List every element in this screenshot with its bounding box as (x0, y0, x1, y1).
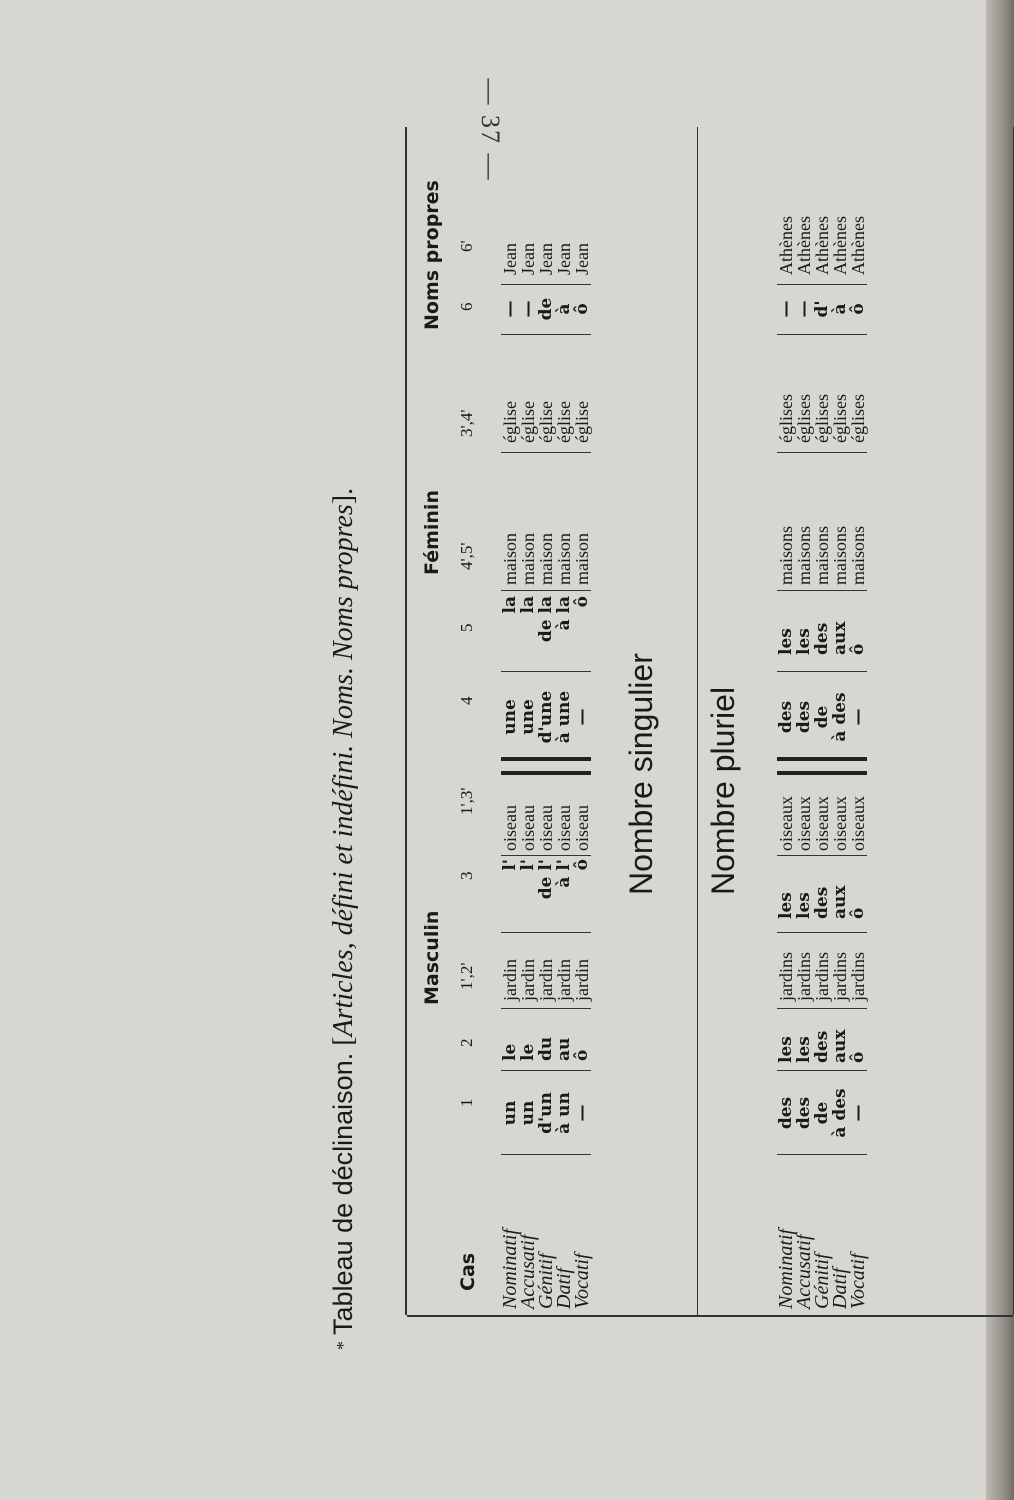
caption-bracket-close: ]. (328, 487, 359, 505)
sing-eglise-col: église église église église église (500, 401, 592, 443)
case-name: Nominatif (775, 1228, 797, 1309)
colnum-1: 1 (457, 1098, 476, 1107)
column-separator (777, 932, 867, 933)
case-name: Accusatif (517, 1234, 539, 1309)
column-separator (777, 1154, 867, 1155)
sing-col2-articles: le le du au ô (500, 1036, 592, 1061)
plur-col1-articles: des des de à des — (776, 1088, 868, 1138)
group-masculin: Masculin (421, 910, 443, 1005)
colnum-3p4p: 3',4' (457, 409, 476, 437)
plural-block (777, 127, 867, 1315)
case-names-plural (777, 1229, 867, 1309)
column-separator (501, 1008, 591, 1009)
column-separator (777, 671, 867, 672)
colnum-1p3p: 1',3' (457, 787, 476, 815)
colnum-1p2p: 1',2' (457, 962, 476, 990)
column-separator (501, 1070, 591, 1071)
caption-bracket-open: [ (328, 1036, 359, 1046)
sing-jean-col: Jean Jean Jean Jean Jean (500, 243, 592, 275)
plur-col3-articles: les les des aux ô (776, 885, 868, 919)
column-separator (777, 590, 867, 591)
column-separator (777, 1008, 867, 1009)
declension-table (405, 127, 1014, 1315)
case-name: Vocatif (847, 1253, 869, 1309)
sing-col4-articles: une une d'une à une — (500, 690, 592, 744)
table-caption (313, 150, 373, 1350)
case-name: Nominatif (499, 1228, 521, 1309)
plur-col2-articles: les les des aux ô (776, 1029, 868, 1063)
column-separator (777, 334, 867, 335)
colnum-6: 6 (457, 302, 476, 311)
group-noms-propres: Noms propres (421, 180, 443, 330)
plur-oiseaux-col: oiseaux oiseaux oiseaux oiseaux oiseaux (776, 796, 868, 851)
case-name: Datif (829, 1267, 851, 1309)
colnum-4p5p: 4',5' (457, 542, 476, 570)
heading-nombre-pluriel: Nombre pluriel (705, 686, 741, 895)
plur-col4-articles: des des de à des — (776, 692, 868, 742)
column-separator (777, 855, 867, 856)
colnum-2: 2 (457, 1038, 476, 1047)
section-divider (697, 127, 698, 1315)
plur-col6-articles: — — d' à ô (776, 300, 868, 318)
plur-jardins-col: jardins jardins jardins jardins jardins (776, 952, 868, 1001)
case-names-singular (501, 1229, 591, 1309)
case-name: Accusatif (793, 1234, 815, 1309)
case-name: Vocatif (571, 1253, 593, 1309)
heading-nombre-singulier: Nombre singulier (623, 653, 659, 895)
sing-col3-articles: l' l' de l' à l' ô (500, 859, 592, 900)
plur-athenes-col: Athènes Athènes Athènes Athènes Athènes (776, 216, 868, 275)
group-feminin: Féminin (421, 490, 443, 575)
double-separator (777, 757, 867, 775)
double-separator (501, 757, 591, 775)
column-separator (501, 334, 591, 335)
case-name: Datif (553, 1267, 575, 1309)
plur-eglises-col: églises églises églises églises églises (776, 394, 868, 443)
column-separator (777, 284, 867, 285)
case-name: Génitif (535, 1253, 557, 1309)
column-separator (501, 1154, 591, 1155)
colnum-6p: 6' (457, 240, 476, 252)
rotated-table-content (313, 150, 1003, 1350)
sing-maison-col: maison maison maison maison maison (500, 533, 592, 585)
caption-subtitle: Articles, défini et indéfini. Noms. Noms propres (328, 504, 359, 1037)
column-separator (777, 452, 867, 453)
column-separator (501, 284, 591, 285)
sing-col6-articles: — — de à ô (500, 297, 592, 321)
colnum-5: 5 (457, 623, 476, 632)
colnum-3: 3 (457, 871, 476, 880)
column-separator (501, 590, 591, 591)
case-name: Génitif (811, 1253, 833, 1309)
column-separator (501, 671, 591, 672)
caption-title: Tableau de déclinaison. (328, 1052, 358, 1335)
footnote-star: * (333, 1341, 353, 1350)
plur-col5-articles: les les des aux ô (776, 621, 868, 655)
column-separator (501, 855, 591, 856)
sing-col5-articles: la la de la à la ô (500, 596, 592, 643)
sing-oiseau-col: oiseau oiseau oiseau oiseau oiseau (500, 805, 592, 851)
column-separator (777, 1070, 867, 1071)
singular-block (501, 127, 591, 1315)
cas-label: Cas (457, 1252, 479, 1291)
sing-col1-articles: un un d'un à un — (500, 1092, 592, 1134)
sing-jardin-col: jardin jardin jardin jardin jardin (500, 959, 592, 1001)
column-separator (501, 452, 591, 453)
column-separator (501, 932, 591, 933)
page-number: — 37 — (476, 78, 505, 182)
colnum-4: 4 (457, 696, 476, 705)
plur-maisons-col: maisons maisons maisons maisons maisons (776, 525, 868, 585)
